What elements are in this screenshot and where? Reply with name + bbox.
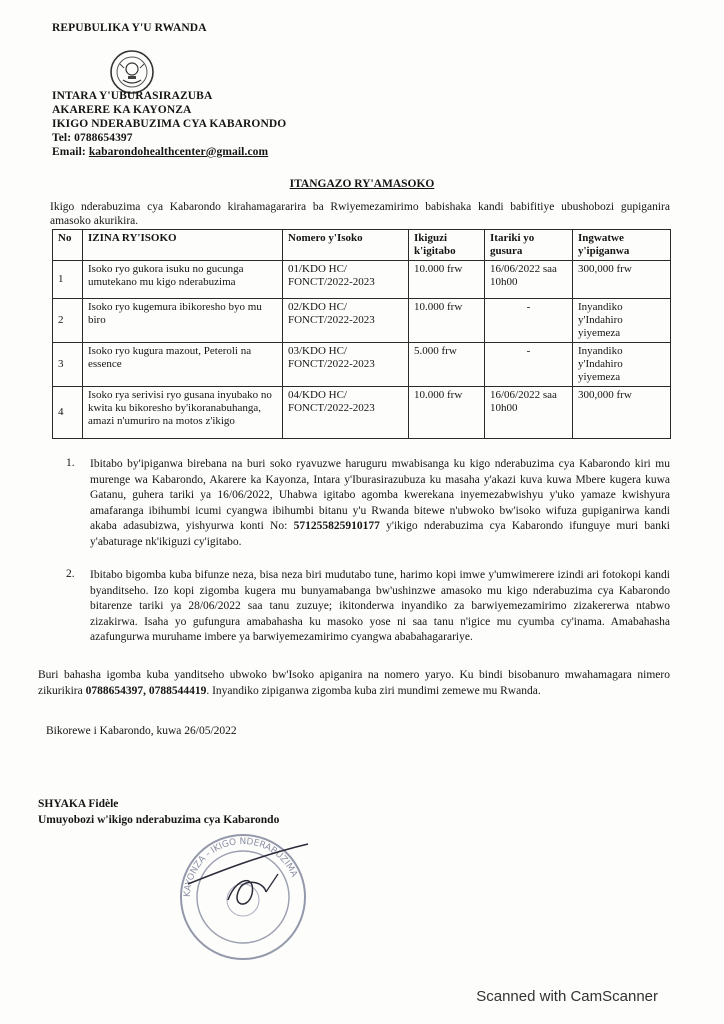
province-heading: INTARA Y'UBURASIRAZUBA — [52, 90, 213, 102]
item-number: 2. — [66, 568, 75, 580]
cell-visit-date: - — [485, 299, 573, 343]
col-header-name: IZINA RY'ISOKO — [83, 230, 283, 261]
district-heading: AKARERE KA KAYONZA — [52, 104, 192, 116]
cell-cost: 5.000 frw — [409, 343, 485, 387]
item-2-paragraph: Ibitabo bigomba kuba bifunze neza, bisa neza biri mudutabo tune, harimo kopi imwe y'umwimerere izindi ari fotokopi kandi byanditseho. Izo kopi zigomba kugera mu bunyamabanga bw'ushinzwe amasoko mu kigo nderabuzima cya Kabarondo bitarenze tariki ya 28/06/2022 saa tanu zuzuye; ikitonderwa inyandiko za barwiyemezamirimo zizakererwa ntabwo zizakirwa. Isaha yo gufungura amabahasha ku masoko yose ni saa tanu n'igice mu cyumba cy'inama. Amabahasha azafungurwa muruhame imbere ya barwiyemezamirimo cyangwa ababahagarariye. — [90, 569, 670, 643]
closing-text-end: . Inyandiko zipiganwa zigomba kuba ziri mundimi zemewe mu Rwanda. — [206, 684, 541, 697]
item-1-text: Ibitabo by'ipiganwa birebana na buri soko ryavuzwe haruguru mwabisanga ku kigo nderabuzima cya Kabarondo kiri mu murenge wa Kabarondo, Akarere ka Kayonza, Intara y'Iburasirazubuza ku masaha y'akazi kuva kuwa Mbere kugera kuwa Gatanu, guhera tariki ya 16/06/2022, Uhabwa igitabo agomba kwerekana inyemezabwishyu y'uko yamaze kwishyura amafaranga ibihumbi icumi cyangwa ibihumbi bitanu y'u Rwanda bitewe n'ubwoko bw'isoko wifuza gupiganirwa kandi akaba adasubizwa, yishyurwa konti No: — [90, 458, 670, 532]
item-1-paragraph — [90, 457, 670, 550]
cell-cost: 10.000 frw — [409, 387, 485, 439]
cell-guarantee: 300,000 frw — [573, 261, 671, 299]
item-1-text-end: y'ikigo nderabuzima cya Kabarondo ifunguye muri banki y'abaturage nk'ikiguzi cy'igitabo. — [90, 520, 670, 548]
col-header-guarantee: Ingwatwe y'ipiganwa — [573, 230, 671, 261]
closing-paragraph — [38, 668, 670, 699]
signatory-title: Umuyobozi w'ikigo nderabuzima cya Kabarondo — [38, 814, 280, 826]
contact-phones: 0788654397, 0788544419 — [85, 684, 207, 697]
cell-visit-date: - — [485, 343, 573, 387]
col-header-visit-date: Itariki yo gusura — [485, 230, 573, 261]
email-line — [52, 146, 268, 158]
table-row — [53, 299, 671, 343]
official-stamp-icon — [168, 822, 318, 972]
col-header-number: Nomero y'Isoko — [283, 230, 409, 261]
date-line: Bikorewe i Kabarondo, kuwa 26/05/2022 — [46, 725, 237, 737]
document-title: ITANGAZO RY'AMASOKO — [289, 178, 435, 190]
cell-no: 3 — [53, 343, 83, 387]
intro-paragraph: Ikigo nderabuzima cya Kabarondo kirahamagararira ba Rwiyemezamirimo babishaka kandi babifitiye ubushobozi gupiganira amasoko akurikira. — [50, 201, 670, 227]
cell-guarantee: 300,000 frw — [573, 387, 671, 439]
cell-visit-date: 16/06/2022 saa 10h00 — [485, 261, 573, 299]
facility-heading: IKIGO NDERABUZIMA CYA KABARONDO — [52, 118, 287, 130]
scanner-watermark: Scanned with CamScanner — [476, 988, 658, 1005]
table-row — [53, 343, 671, 387]
cell-cost: 10.000 frw — [409, 299, 485, 343]
cell-cost: 10.000 frw — [409, 261, 485, 299]
cell-no: 2 — [53, 299, 83, 343]
stamp-text: KAYONZA - IKIGO NDERABUZIMA — [182, 836, 299, 898]
cell-name: Isoko rya serivisi ryo gusana inyubako no kwita ku bikoresho by'ikoranabuhanga, amazi n'umuriro na motos z'ikigo — [83, 387, 283, 439]
cell-no: 1 — [53, 261, 83, 299]
cell-number: 01/KDO HC/ FONCT/2022-2023 — [283, 261, 409, 299]
email-link[interactable]: kabarondohealthcenter@gmail.com — [88, 146, 269, 158]
cell-guarantee: Inyandiko y'Indahiro yiyemeza — [573, 343, 671, 387]
bank-account-number: 571255825910177 — [293, 520, 380, 532]
table-row — [53, 261, 671, 299]
col-header-cost: Ikiguzi k'igitabo — [409, 230, 485, 261]
item-number: 1. — [66, 457, 75, 469]
cell-number: 03/KDO HC/ FONCT/2022-2023 — [283, 343, 409, 387]
cell-name: Isoko ryo kugura mazout, Peteroli na essence — [83, 343, 283, 387]
cell-no: 4 — [53, 387, 83, 439]
tenders-table — [52, 229, 671, 439]
cell-number: 04/KDO HC/ FONCT/2022-2023 — [283, 387, 409, 439]
table-row — [53, 387, 671, 439]
closing-text: Buri bahasha igomba kuba yanditseho ubwoko bw'Isoko apiganira na nomero yaryo. Ku bindi bisobanuro mwahamagara nimero zikurikira — [38, 669, 670, 697]
email-label: Email: — [52, 146, 86, 158]
rwanda-emblem-icon — [108, 48, 156, 96]
cell-guarantee: Inyandiko y'Indahiro yiyemeza — [573, 299, 671, 343]
republic-heading: REPUBULIKA Y'U RWANDA — [52, 22, 207, 34]
cell-name: Isoko ryo gukora isuku no gucunga umutekano mu kigo nderabuzima — [83, 261, 283, 299]
table-header-row — [53, 230, 671, 261]
cell-visit-date: 16/06/2022 saa 10h00 — [485, 387, 573, 439]
svg-text:KAYONZA - IKIGO NDERABUZIMA — [183, 837, 299, 897]
cell-number: 02/KDO HC/ FONCT/2022-2023 — [283, 299, 409, 343]
telephone: Tel: 0788654397 — [52, 132, 133, 144]
cell-name: Isoko ryo kugemura ibikoresho byo mu biro — [83, 299, 283, 343]
signatory-name: SHYAKA Fidèle — [38, 798, 119, 810]
col-header-no: No — [53, 230, 83, 261]
